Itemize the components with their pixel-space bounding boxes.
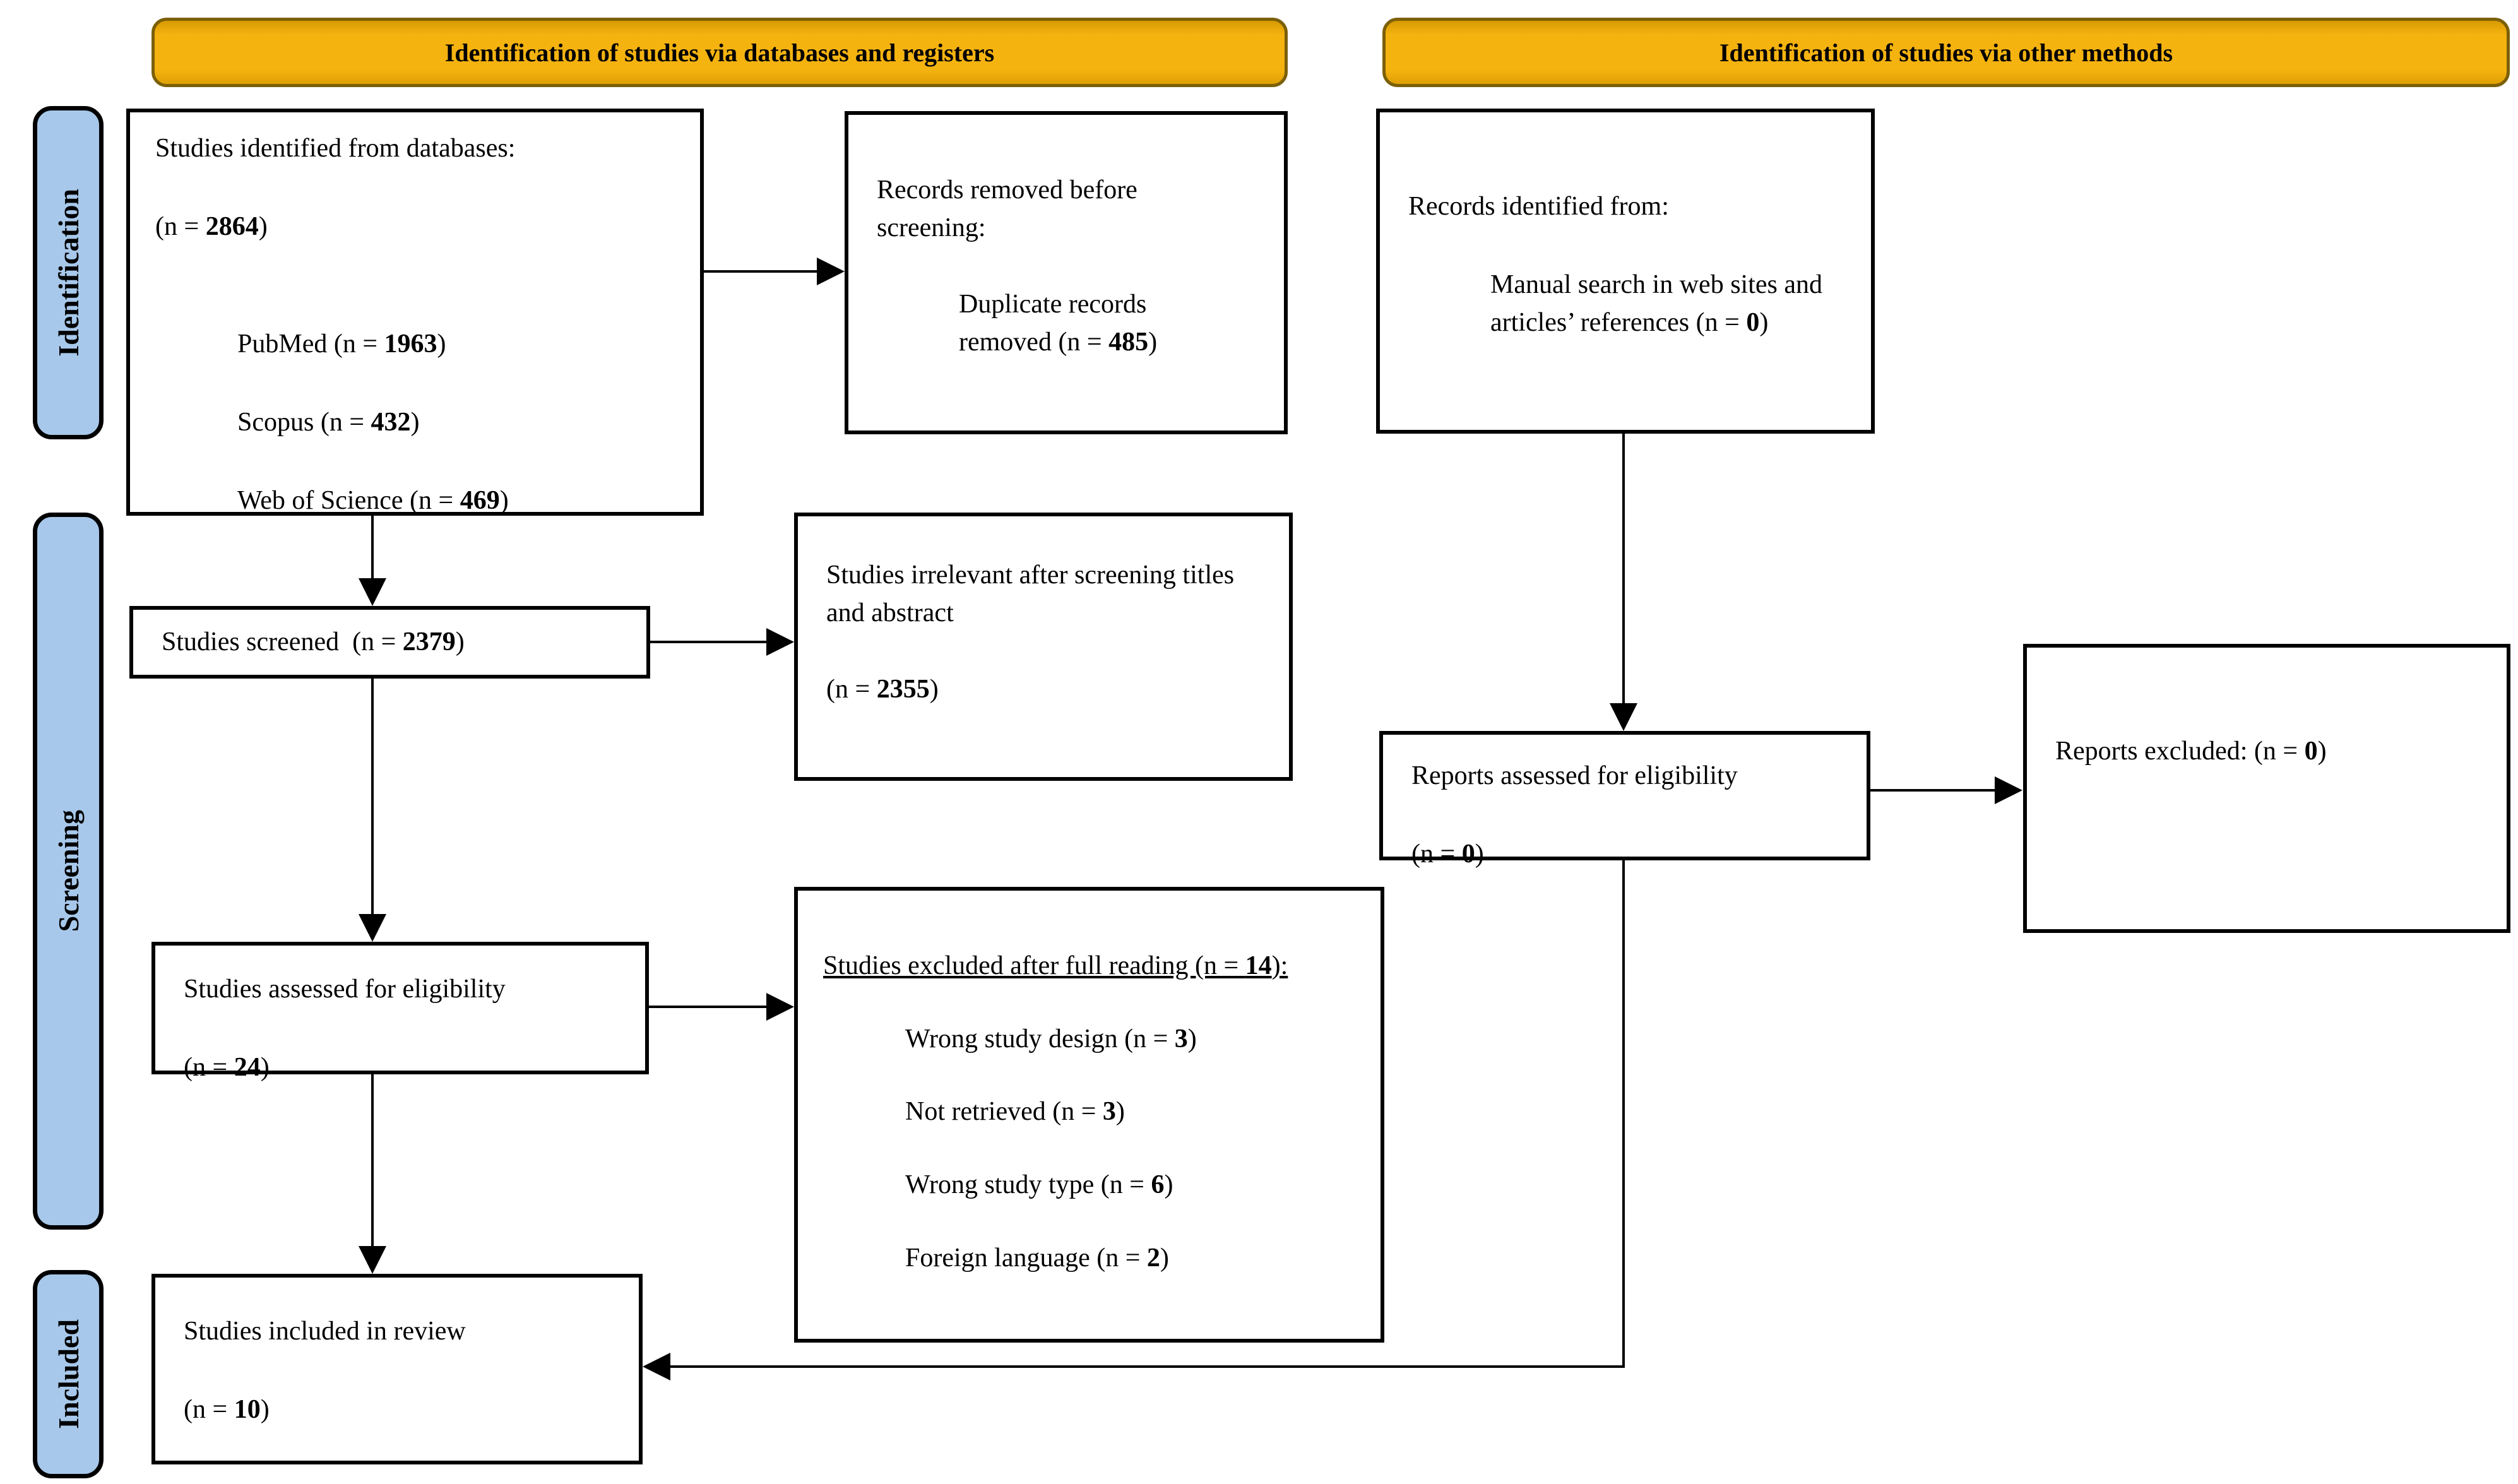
records-identified-from-other-methods-box [1376, 109, 1875, 434]
box-text-line: Scopus (n = 432) [237, 408, 420, 437]
stage-screening [33, 513, 104, 1230]
banner-databases-registers [151, 18, 1288, 87]
box-text-line: Studies screened (n = 2379) [162, 627, 465, 656]
studies-included-in-review-box [151, 1274, 643, 1464]
banner-other-methods-label: Identification of studies via other methods [1719, 38, 2173, 67]
box-text-line: Studies excluded after full reading (n = 14): [823, 951, 1288, 980]
studies-assessed-for-eligibility-box [151, 942, 649, 1082]
box-text-line: Records identified from: [1408, 192, 1669, 221]
arrowhead-right-icon [766, 993, 794, 1021]
box-spacer-line [823, 985, 1355, 1021]
box-spacer-line [877, 247, 1211, 286]
stage-identification [33, 106, 104, 439]
box-text-line: Wrong study type (n = 6) [905, 1170, 1173, 1199]
box-spacer-line [184, 1352, 610, 1391]
arrow-line-screened-to-assessed [371, 679, 374, 916]
box-text-line: (n = 10) [184, 1395, 270, 1424]
box-text-line: (n = 0) [1411, 840, 1484, 869]
box-spacer-line [155, 169, 675, 208]
arrowhead-right-icon [817, 258, 845, 285]
box-text-line: Studies irrelevant after screening titles and abstract [826, 561, 1235, 627]
reports-assessed-for-eligibility-box [1379, 731, 1870, 869]
arrowhead-left-icon [643, 1353, 670, 1380]
box-text-line: Wrong study design (n = 3) [905, 1024, 1197, 1054]
arrowhead-down-icon [359, 1246, 386, 1274]
box-text-line: Web of Science (n = 469) [237, 486, 509, 515]
box-text-line: Duplicate records removed (n = 485) [959, 290, 1158, 357]
box-text-line: Reports excluded: (n = 0) [2055, 737, 2327, 766]
box-spacer-line [1411, 797, 1838, 836]
box-text-line: Studies identified from databases: [155, 134, 516, 163]
box-text-line: (n = 24) [184, 1053, 270, 1082]
box-text-line: Not retrieved (n = 3) [905, 1097, 1125, 1127]
elbow-line-horizontal-reports-assessed-to-included [669, 1365, 1625, 1368]
stage-included [33, 1270, 104, 1478]
box-spacer-line [823, 1131, 1355, 1166]
box-text-line: Reports assessed for eligibility [1411, 761, 1738, 790]
arrow-line-screened-to-irrelevant [650, 641, 768, 643]
arrow-line-identified-to-screened [371, 516, 374, 580]
arrow-line-reports-assessed-to-reports-excluded [1870, 789, 1997, 792]
arrowhead-right-icon [766, 628, 794, 656]
box-text-line: PubMed (n = 1963) [237, 329, 446, 359]
studies-irrelevant-after-screening-box [794, 513, 1293, 781]
stage-screening-label: Screening [52, 810, 85, 932]
box-spacer-line [155, 365, 675, 404]
box-spacer-line [826, 632, 1261, 671]
studies-excluded-after-full-reading-box [794, 887, 1384, 1343]
arrowhead-down-icon [359, 914, 386, 942]
studies-identified-from-databases-box [126, 109, 704, 516]
box-spacer-line [823, 1058, 1355, 1093]
arrow-line-records-other-to-reports-assessed [1622, 434, 1625, 705]
arrowhead-down-icon [359, 578, 386, 606]
box-text-line: Records removed before screening: [877, 175, 1137, 242]
box-text-line: Studies assessed for eligibility [184, 975, 506, 1004]
box-spacer-line [155, 247, 675, 287]
arrowhead-down-icon [1610, 703, 1637, 731]
records-removed-before-screening-box [845, 111, 1288, 434]
arrow-line-identified-to-removed [704, 270, 819, 273]
stage-included-label: Included [52, 1319, 85, 1429]
arrow-line-assessed-to-included [371, 1074, 374, 1248]
box-text-line: (n = 2864) [155, 212, 268, 241]
box-spacer-line [155, 287, 675, 326]
stage-identification-label: Identification [52, 189, 85, 357]
elbow-line-vertical-reports-assessed-to-included [1622, 860, 1625, 1368]
banner-databases-registers-label: Identification of studies via databases and registers [444, 38, 995, 67]
box-spacer-line [155, 443, 675, 482]
box-text-line: (n = 2355) [826, 675, 939, 704]
reports-excluded-box [2023, 644, 2510, 933]
banner-other-methods [1382, 18, 2510, 87]
box-spacer-line [1408, 227, 1843, 266]
box-text-line: Foreign language (n = 2) [905, 1243, 1169, 1273]
box-spacer-line [184, 1010, 617, 1049]
box-text-line: Manual search in web sites and articles’ references (n = 0) [1490, 270, 1823, 337]
box-text-line: Studies included in review [184, 1317, 466, 1346]
arrow-line-assessed-to-excluded [649, 1006, 768, 1008]
arrowhead-right-icon [1995, 776, 2022, 804]
box-spacer-line [823, 1204, 1355, 1240]
studies-screened-box [129, 606, 650, 679]
